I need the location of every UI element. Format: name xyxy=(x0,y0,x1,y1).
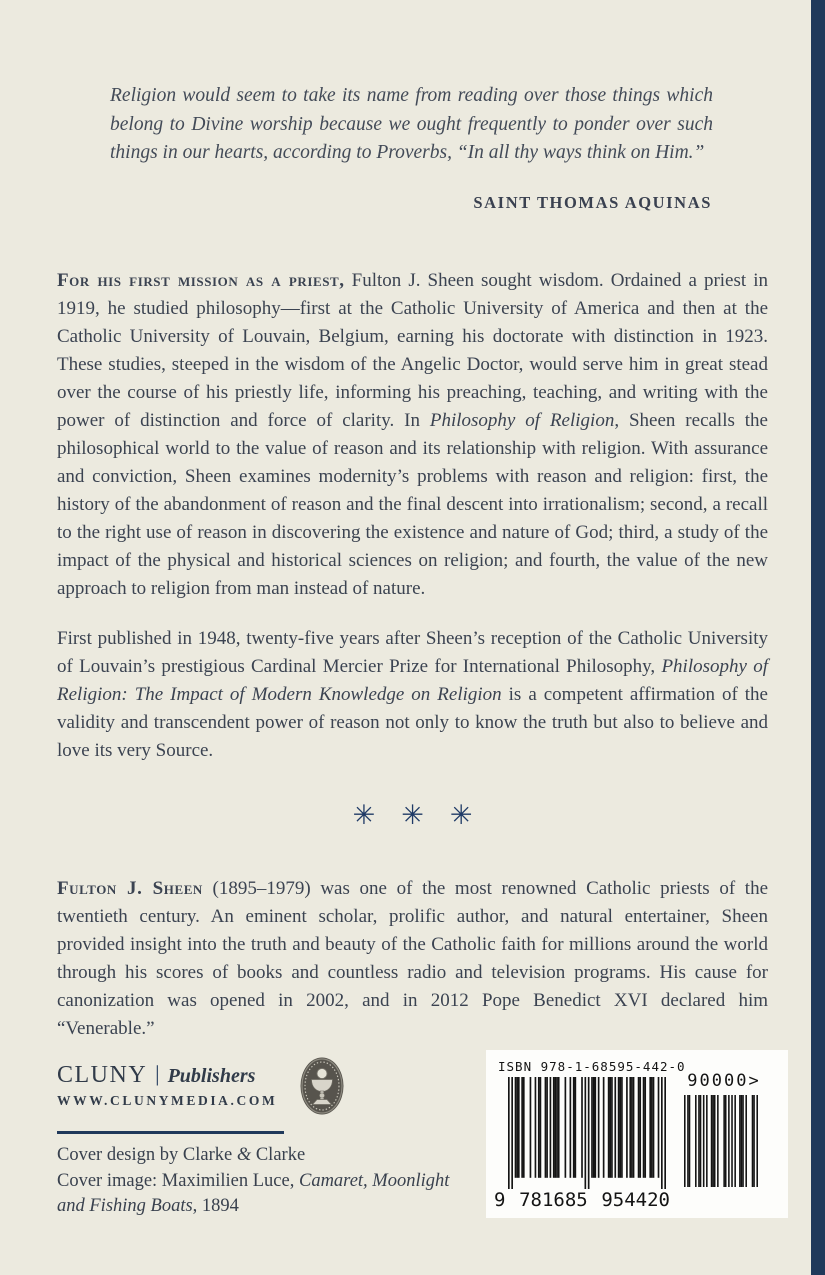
publisher-block xyxy=(57,1062,467,1220)
isbn-label: ISBN 978-1-68595-442-0 xyxy=(498,1059,686,1074)
ean-digit-group2: 954420 xyxy=(601,1189,670,1211)
author-bio: Fulton J. Sheen (1895–1979) was one of the most renowned Catholic priests of the twentieth century. An eminent scholar, prolific author, and natural entertainer, Sheen provided insight into the truth and beauty of the Catholic faith for millions around the world through his scores of books and countless radio and television programs. His cause for canonization was opened in 2002, and in 2012 Pope Benedict XVI declared him “Venerable.” xyxy=(57,877,769,1039)
barcode-panel xyxy=(486,1050,788,1218)
footer-rule xyxy=(57,1131,284,1134)
epigraph-attribution: SAINT THOMAS AQUINAS xyxy=(473,192,712,212)
price-addon-label: 90000> xyxy=(687,1071,761,1091)
cover-image-credit: Cover image: Maximilien Luce, Camaret, Moonlight and Fishing Boats, 1894 xyxy=(57,1170,450,1216)
description-paragraph-2: First published in 1948, twenty-five years after Sheen’s reception of the Catholic University of Louvain’s prestigious Cardinal Mercier Prize for International Philosophy, Philosophy of Religion: The Impact of Modern Knowledge on Religion is a competent affirmation of the validity and transcendent power of reason not only to know the truth but also to believe and love its very Source. xyxy=(57,627,768,761)
publisher-website: WWW.CLUNYMEDIA.COM xyxy=(57,1093,278,1108)
spine-accent-bar xyxy=(811,0,825,1275)
star-icon: ✳ xyxy=(449,799,473,831)
cover-design-credit: Cover design by Clarke & Clarke xyxy=(57,1145,306,1165)
ean-digit-lead: 9 xyxy=(494,1189,506,1211)
ean-digit-group1: 781685 xyxy=(519,1189,588,1211)
section-separator-stars xyxy=(0,801,825,831)
ean13-digits xyxy=(494,1189,670,1211)
description-block xyxy=(57,267,768,765)
publisher-seal-chalice-icon xyxy=(299,1056,345,1121)
ean13-barcode xyxy=(508,1077,666,1189)
publisher-tagline: Publishers xyxy=(167,1065,256,1087)
publisher-name: CLUNY xyxy=(57,1062,148,1088)
description-paragraph-1: For his first mission as a priest, Fulton J. Sheen sought wisdom. Ordained a priest in 1919, he studied philosophy—first at the Catholic University of America and then at the Catholic University of Louvain, Belgium, earning his doctorate with distinction in 1923. These studies, steeped in the wisdom of the Angelic Doctor, would serve him in great stead over the course of his priestly life, informing his preaching, teaching, and writing with the power of distinction and force of clarity. In Philosophy of Religion, Sheen recalls the philosophical world to the value of reason and its relationship with religion. With assurance and conviction, Sheen examines modernity’s problems with reason and religion: first, the history of the abandonment of reason and the final descent into irrationalism; second, a recall to the right use of reason in discovering the existence and nature of God; third, a study of the impact of the physical and historical sciences on religion; and fourth, the value of the new approach to religion from man instead of nature. xyxy=(57,269,768,599)
ean5-addon-barcode xyxy=(684,1095,758,1187)
publisher-divider: | xyxy=(155,1061,160,1086)
publisher-logo-line xyxy=(57,1062,277,1089)
star-icon: ✳ xyxy=(352,799,376,831)
star-icon: ✳ xyxy=(401,799,424,831)
credits-block xyxy=(57,1143,457,1220)
epigraph-quote: Religion would seem to take its name from reading over those things which belong to Divine worship because we ought frequently to ponder over such things in our hearts, according to Proverbs, “In all thy ways think on Him.” xyxy=(110,85,713,163)
